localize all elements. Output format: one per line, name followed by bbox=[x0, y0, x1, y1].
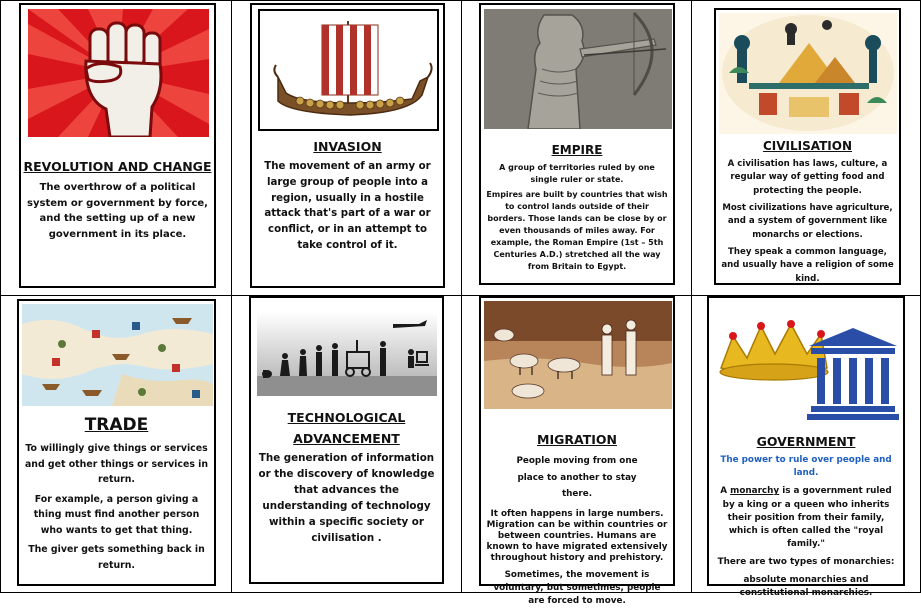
card-paragraph: A civilisation has laws, culture, a regular way of getting food and protecting the people. bbox=[727, 159, 888, 196]
card-lead-text: The power to rule over people and land. bbox=[720, 455, 892, 479]
crown-and-government-building-image bbox=[713, 306, 901, 426]
card-title: EMPIRE bbox=[551, 143, 603, 157]
card-paragraph: The movement of an army or large group of people into a region, usually in a hostile attack that's part of a war or conflict, or in an attempt to take control of it. bbox=[264, 161, 431, 252]
card-civilisation bbox=[714, 8, 901, 285]
card-text bbox=[720, 158, 895, 291]
card-paragraph: The giver gets something back in return. bbox=[28, 544, 205, 571]
card-paragraph: Sometimes, the movement is voluntary, but sometimes, people are forced to move. bbox=[493, 570, 661, 607]
raised-fist-image bbox=[28, 9, 209, 137]
card-text bbox=[257, 451, 436, 552]
card-paragraph bbox=[713, 485, 899, 551]
card-title bbox=[251, 407, 442, 450]
card-invasion bbox=[250, 3, 445, 288]
card-paragraph: The overthrow of a political system or government by force, and the setting up of a new government in its place. bbox=[27, 182, 208, 240]
card-text bbox=[713, 454, 899, 605]
card-migration bbox=[479, 296, 675, 607]
card-paragraph: For example, a person giving a thing must find another person who wants to get that thing. bbox=[33, 493, 200, 536]
card-title: TRADE bbox=[84, 415, 149, 435]
card-title: CIVILISATION bbox=[762, 139, 853, 153]
card-paragraph: Empires are built by countries that wish to control lands outside of their borders. Those lands can be close by or even thousands of miles away. For example, the Roman Empire (1st – 5th Centuries A.D.) stretched all the way from Britain to Egypt. bbox=[486, 190, 668, 271]
assyrian-archer-relief-image bbox=[484, 9, 672, 129]
card-title-line: TECHNOLOGICAL bbox=[287, 410, 406, 425]
trade-map-image bbox=[22, 304, 213, 406]
card-trade bbox=[17, 299, 216, 586]
card-government bbox=[707, 296, 905, 598]
card-technology bbox=[249, 296, 444, 584]
card-paragraph: The generation of information or the discovery of knowledge that advances the understanding of technology within a specific society or civilisation . bbox=[258, 452, 435, 544]
card-text bbox=[485, 453, 669, 614]
text-span: is a government ruled by a king or a queen who inherits their position from their family, which is often called the "royal family." bbox=[722, 486, 892, 550]
card-paragraph: A group of territories ruled by one single ruler or state. bbox=[499, 163, 655, 184]
card-title: MIGRATION bbox=[537, 432, 617, 447]
card-empire bbox=[479, 3, 675, 285]
egyptian-collage-image bbox=[719, 13, 897, 134]
card-text bbox=[258, 159, 437, 259]
evolution-image bbox=[257, 312, 437, 396]
text-span: A bbox=[720, 486, 731, 497]
card-text bbox=[24, 441, 209, 578]
card-paragraph: To willingly give things or services and get other things or services in return. bbox=[24, 443, 209, 486]
card-text bbox=[485, 162, 669, 278]
card-paragraph: It often happens in large numbers. Migration can be within countries or between countries. Humans are known to have migrated extensively throughout history and prehistory. bbox=[486, 509, 668, 564]
card-title-line: ADVANCEMENT bbox=[293, 431, 400, 447]
card-paragraph: People moving from one place to another to stay there. bbox=[516, 456, 638, 500]
card-title: INVASION bbox=[313, 139, 382, 154]
monarchy-term: monarchy bbox=[730, 486, 780, 497]
card-paragraph: There are two types of monarchies: bbox=[717, 557, 895, 568]
migration-painting-image bbox=[484, 301, 672, 409]
card-paragraph: absolute monarchies and constitutional monarchies. bbox=[739, 574, 873, 598]
card-paragraph: They speak a common language, and usually have a religion of some kind. bbox=[721, 246, 894, 284]
card-revolution bbox=[19, 3, 216, 288]
viking-longship-image bbox=[258, 9, 439, 131]
card-title: REVOLUTION AND CHANGE bbox=[23, 159, 212, 174]
card-title: GOVERNMENT bbox=[756, 434, 856, 449]
card-paragraph: Most civilizations have agriculture, and a system of government like monarchs or elections. bbox=[722, 202, 893, 240]
card-text bbox=[27, 180, 208, 247]
